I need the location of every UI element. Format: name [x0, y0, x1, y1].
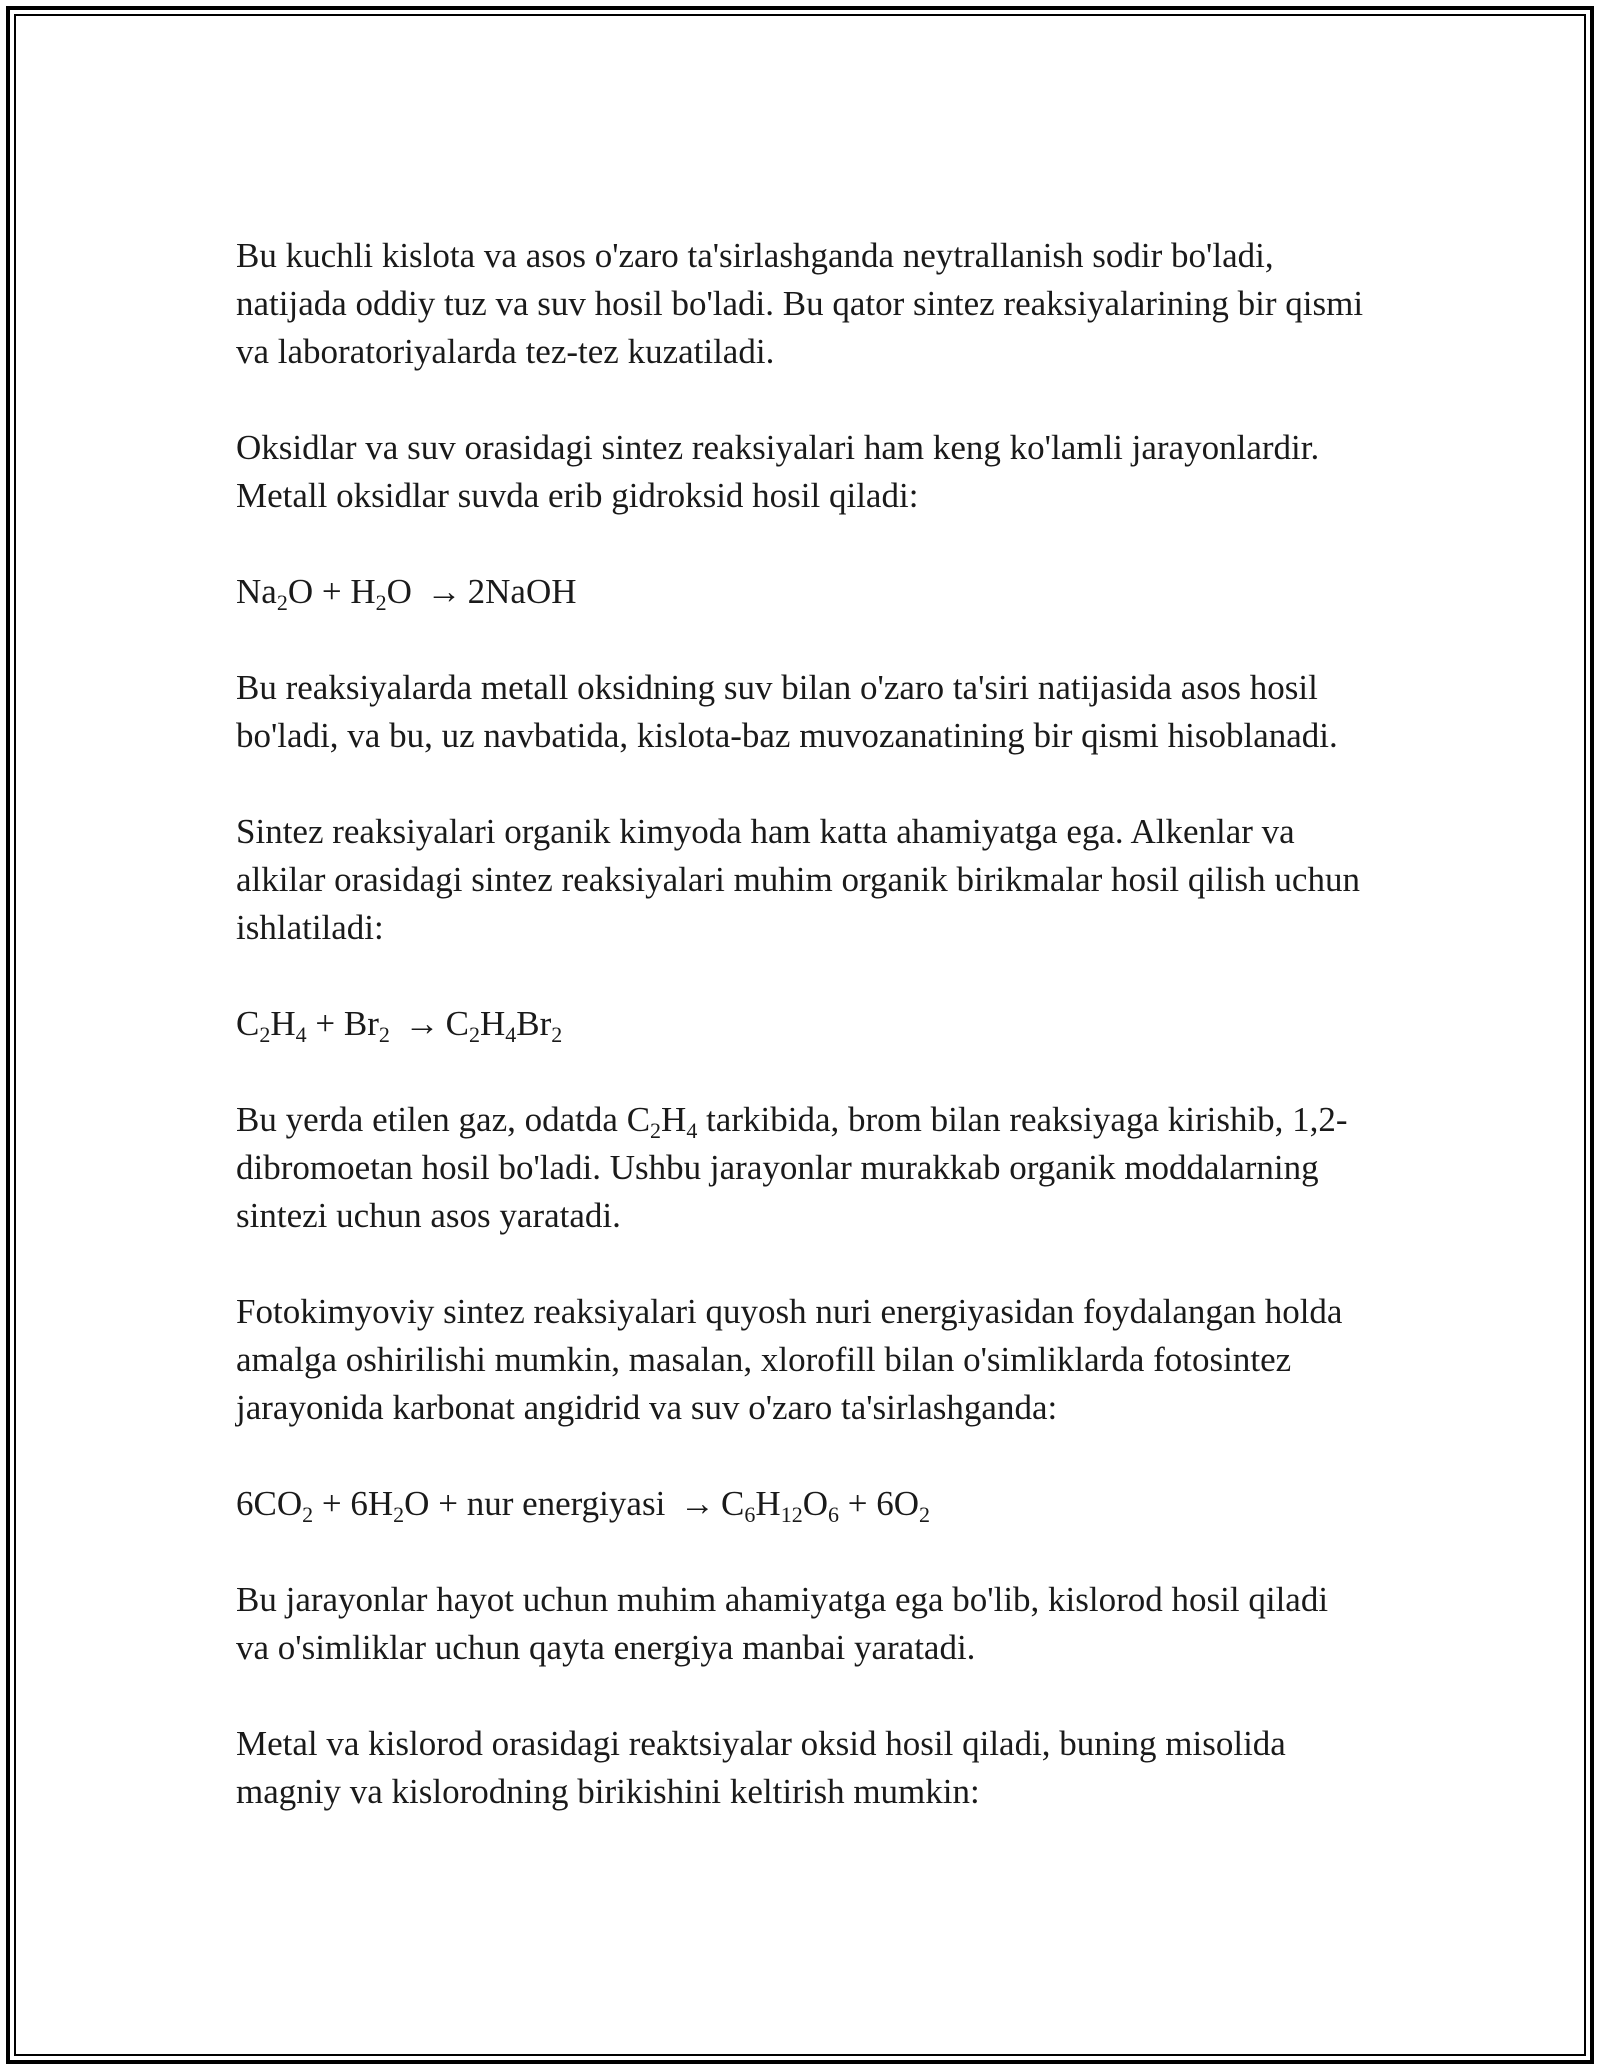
paragraph-photosynthesis: Fotokimyoviy sintez reaksiyalari quyosh nuri energiyasidan foydalangan holda amalga oshirilishi mumkin, masalan, xlorofill bilan o'simliklarda fotosintez jarayonida karbonat angidrid va suv o'zaro ta'sirlashganda:: [236, 1292, 1343, 1427]
arrow-icon: →: [680, 1484, 716, 1523]
paragraph-metal-oxygen: Metal va kislorod orasidagi reaktsiyalar oksid hosil qiladi, buning misolida magniy va kislorodning birikishini keltirish mumkin:: [236, 1724, 1286, 1811]
paragraph-oxides-water: Oksidlar va suv orasidagi sintez reaksiyalari ham keng ko'lamli jarayonlardir. Metall oksidlar suvda erib gidroksid hosil qiladi:: [236, 428, 1320, 515]
equation-photosynthesis: $6CO_2 + 6H_2O$ + nur energiyasi → $C_6H_{12}O_6 + 6O_2$: [236, 1480, 1366, 1528]
arrow-icon: →: [426, 572, 462, 611]
document-body: [236, 232, 1366, 1864]
equation-sodium-oxide: $Na_2O + H_2O$ → 2NaOH: [236, 568, 1366, 616]
equation-ethylene-bromine: $C_2H_4 + Br_2 \to C_2H_4Br_2$: [236, 1000, 1366, 1048]
paragraph-base-formation: Bu reaksiyalarda metall oksidning suv bilan o'zaro ta'siri natijasida asos hosil bo'ladi, va bu, uz navbatida, kislota-baz muvozanatining bir qismi hisoblanadi.: [236, 668, 1338, 755]
paragraph-ethylene: Bu yerda etilen gaz, odatda $C_2H_4$ tarkibida, brom bilan reaksiyaga kirishib, 1,2-dibromoetan hosil bo'ladi. Ushbu jarayonlar murakkab organik moddalarning sintezi uchun asos yaratadi.: [236, 1100, 1348, 1235]
arrow-icon: →: [404, 1004, 440, 1043]
paragraph-organic-synthesis: Sintez reaksiyalari organik kimyoda ham katta ahamiyatga ega. Alkenlar va alkilar orasidagi sintez reaksiyalari muhim organik birikmalar hosil qilish uchun ishlatiladi:: [236, 812, 1360, 947]
paragraph-oxygen-energy: Bu jarayonlar hayot uchun muhim ahamiyatga ega bo'lib, kislorod hosil qiladi va o'simliklar uchun qayta energiya manbai yaratadi.: [236, 1580, 1329, 1667]
paragraph-neutralization: Bu kuchli kislota va asos o'zaro ta'sirlashganda neytrallanish sodir bo'ladi, natijada oddiy tuz va suv hosil bo'ladi. Bu qator sintez reaksiyalarining bir qismi va laboratoriyalarda tez-tez kuzatiladi.: [236, 236, 1364, 371]
